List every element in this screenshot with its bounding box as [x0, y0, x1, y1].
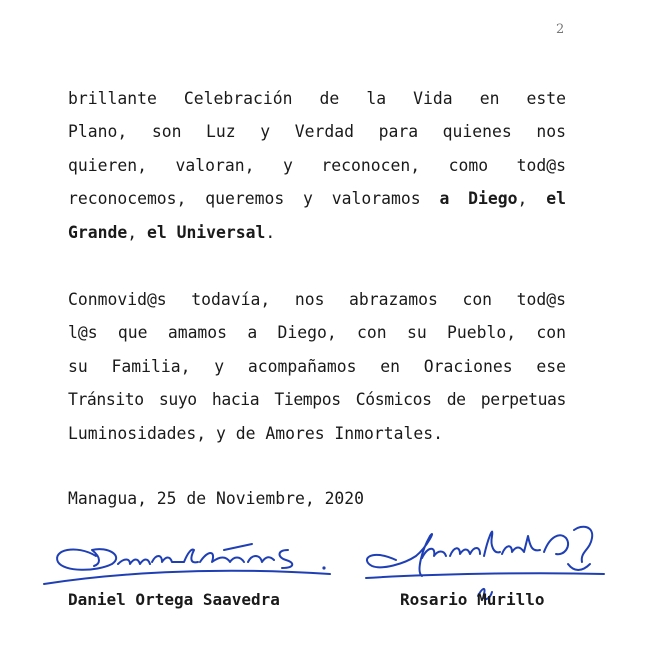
signer-name-left: Daniel Ortega Saavedra [68, 590, 280, 609]
paragraph-line: Tránsito suyo hacia Tiempos Cósmicos de perpetuas [68, 390, 566, 410]
comma: , [517, 189, 528, 209]
paragraph-line: brillante Celebración de la Vida en este [68, 89, 566, 108]
paragraph-line: su Familia, y acompañamos en Oraciones ese [68, 356, 566, 376]
bold-text: a Diego [439, 189, 518, 209]
bold-text: el [546, 189, 566, 209]
period: . [265, 222, 276, 242]
paragraph-2 [68, 283, 566, 450]
paragraph-1 [68, 82, 566, 249]
paragraph-line: Conmovid@s todavía, nos abrazamos con tod@s [68, 290, 566, 309]
paragraph-line [68, 216, 566, 249]
paragraph-line: quieren, valoran, y reconocen, como tod@s [68, 155, 566, 175]
signature-left [38, 528, 338, 593]
paragraph-line: Luminosidades, y de Amores Inmortales. [68, 423, 443, 443]
bold-text: el Universal [146, 222, 266, 242]
page-number: 2 [556, 22, 565, 37]
paragraph-line: l@s que amamos a Diego, con su Pueblo, con [68, 323, 566, 343]
paragraph-line: Plano, son Luz y Verdad para quienes nos [68, 122, 566, 142]
signer-name-right: Rosario Murillo [400, 590, 545, 609]
comma: , [127, 222, 138, 242]
line-text: reconocemos, queremos y valoramos [68, 189, 421, 209]
paragraph-line [68, 182, 566, 215]
bold-text: Grande [68, 222, 128, 242]
place-date: Managua, 25 de Noviembre, 2020 [68, 489, 365, 508]
